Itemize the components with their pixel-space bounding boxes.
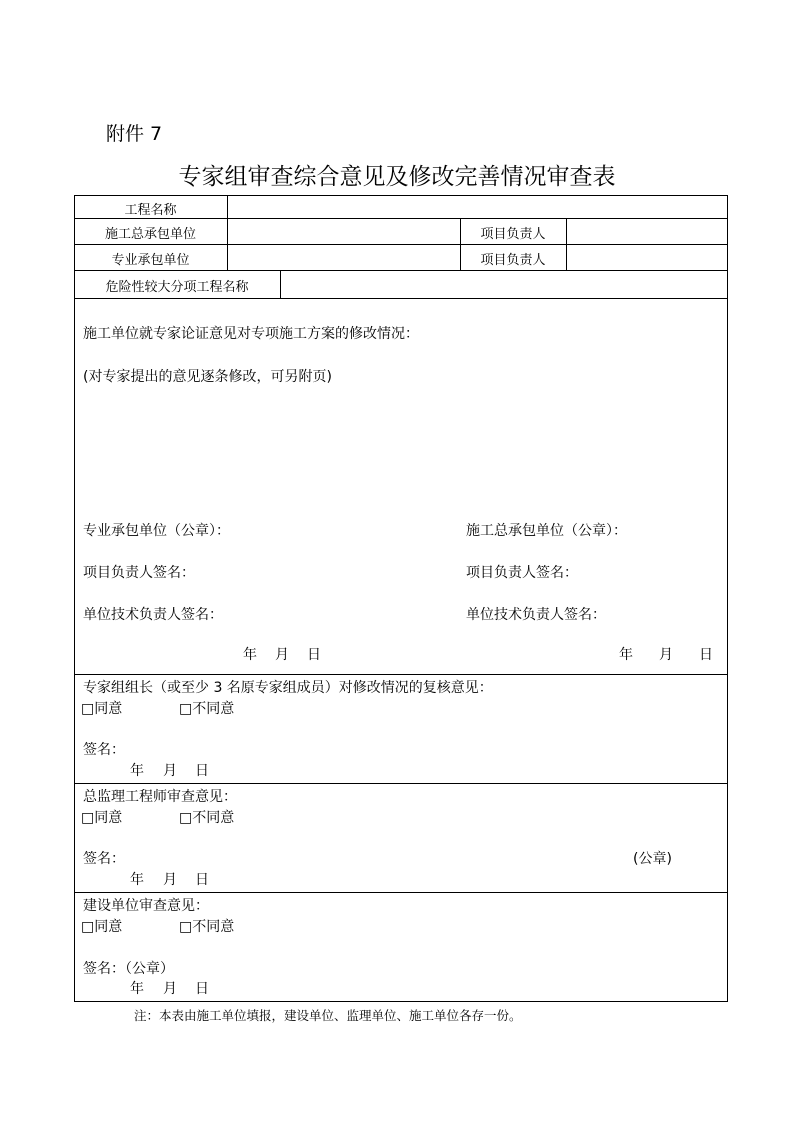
page-title: 专家组审查综合意见及修改完善情况审查表 [178,164,616,190]
date-year: 年 [130,872,144,888]
date-month: 月 [163,763,177,779]
date-month: 月 [659,647,673,663]
hazard-project-value[interactable] [281,271,727,298]
specialty-tech-sign: 单位技术负责人签名： [83,607,223,623]
supervisor-agree-checkbox[interactable]: □同意 [81,810,123,826]
general-contractor-value[interactable] [228,219,460,244]
expert-disagree-checkbox[interactable]: □不同意 [179,701,235,717]
specialty-manager-sign: 项目负责人签名： [83,565,195,581]
date-day: 日 [195,763,209,779]
date-year: 年 [130,981,144,997]
general-manager-sign: 项目负责人签名： [466,565,578,581]
expert-heading: 专家组组长（或至少 3 名原专家组成员）对修改情况的复核意见： [83,680,493,696]
date-day: 日 [699,647,713,663]
project-name-label: 工程名称 [124,203,177,218]
date-day: 日 [307,647,321,663]
owner-heading: 建设单位审查意见： [83,898,209,914]
hazard-project-label: 危险性较大分项工程名称 [105,280,249,295]
supervisor-sign-label: 签名： [83,851,125,867]
expert-sign-label: 签名： [83,742,125,758]
revision-heading: 施工单位就专家论证意见对专项施工方案的修改情况： [83,326,419,342]
general-contractor-label: 施工总承包单位 [104,227,196,242]
date-year: 年 [619,647,633,663]
owner-agree-checkbox[interactable]: □同意 [81,919,123,935]
owner-disagree-checkbox[interactable]: □不同意 [179,919,235,935]
date-month: 月 [163,872,177,888]
project-manager-value-2[interactable] [567,245,727,270]
specialty-contractor-label: 专业承包单位 [111,253,190,268]
date-day: 日 [195,981,209,997]
general-tech-sign: 单位技术负责人签名： [466,607,606,623]
date-year: 年 [243,647,257,663]
general-seal-label: 施工总承包单位（公章）： [466,523,627,539]
date-year: 年 [130,763,144,779]
revision-note: (对专家提出的意见逐条修改，可另附页) [83,369,332,385]
supervisor-heading: 总监理工程师审查意见： [83,789,237,805]
supervisor-seal-label: (公章) [633,851,672,867]
date-day: 日 [195,872,209,888]
owner-sign-label: 签名：（公章） [83,961,174,977]
project-manager-value-1[interactable] [567,219,727,244]
expert-agree-checkbox[interactable]: □同意 [81,701,123,717]
supervisor-disagree-checkbox[interactable]: □不同意 [179,810,235,826]
specialty-contractor-value[interactable] [228,245,460,270]
project-name-value[interactable] [228,196,727,218]
footnote: 注：本表由施工单位填报，建设单位、监理单位、施工单位各存一份。 [134,1008,522,1023]
specialty-seal-label: 专业承包单位（公章）： [83,523,230,539]
attachment-label: 附件 7 [106,123,163,145]
project-manager-label-2: 项目负责人 [480,253,546,268]
date-month: 月 [163,981,177,997]
date-month: 月 [275,647,289,663]
project-manager-label-1: 项目负责人 [480,227,546,242]
